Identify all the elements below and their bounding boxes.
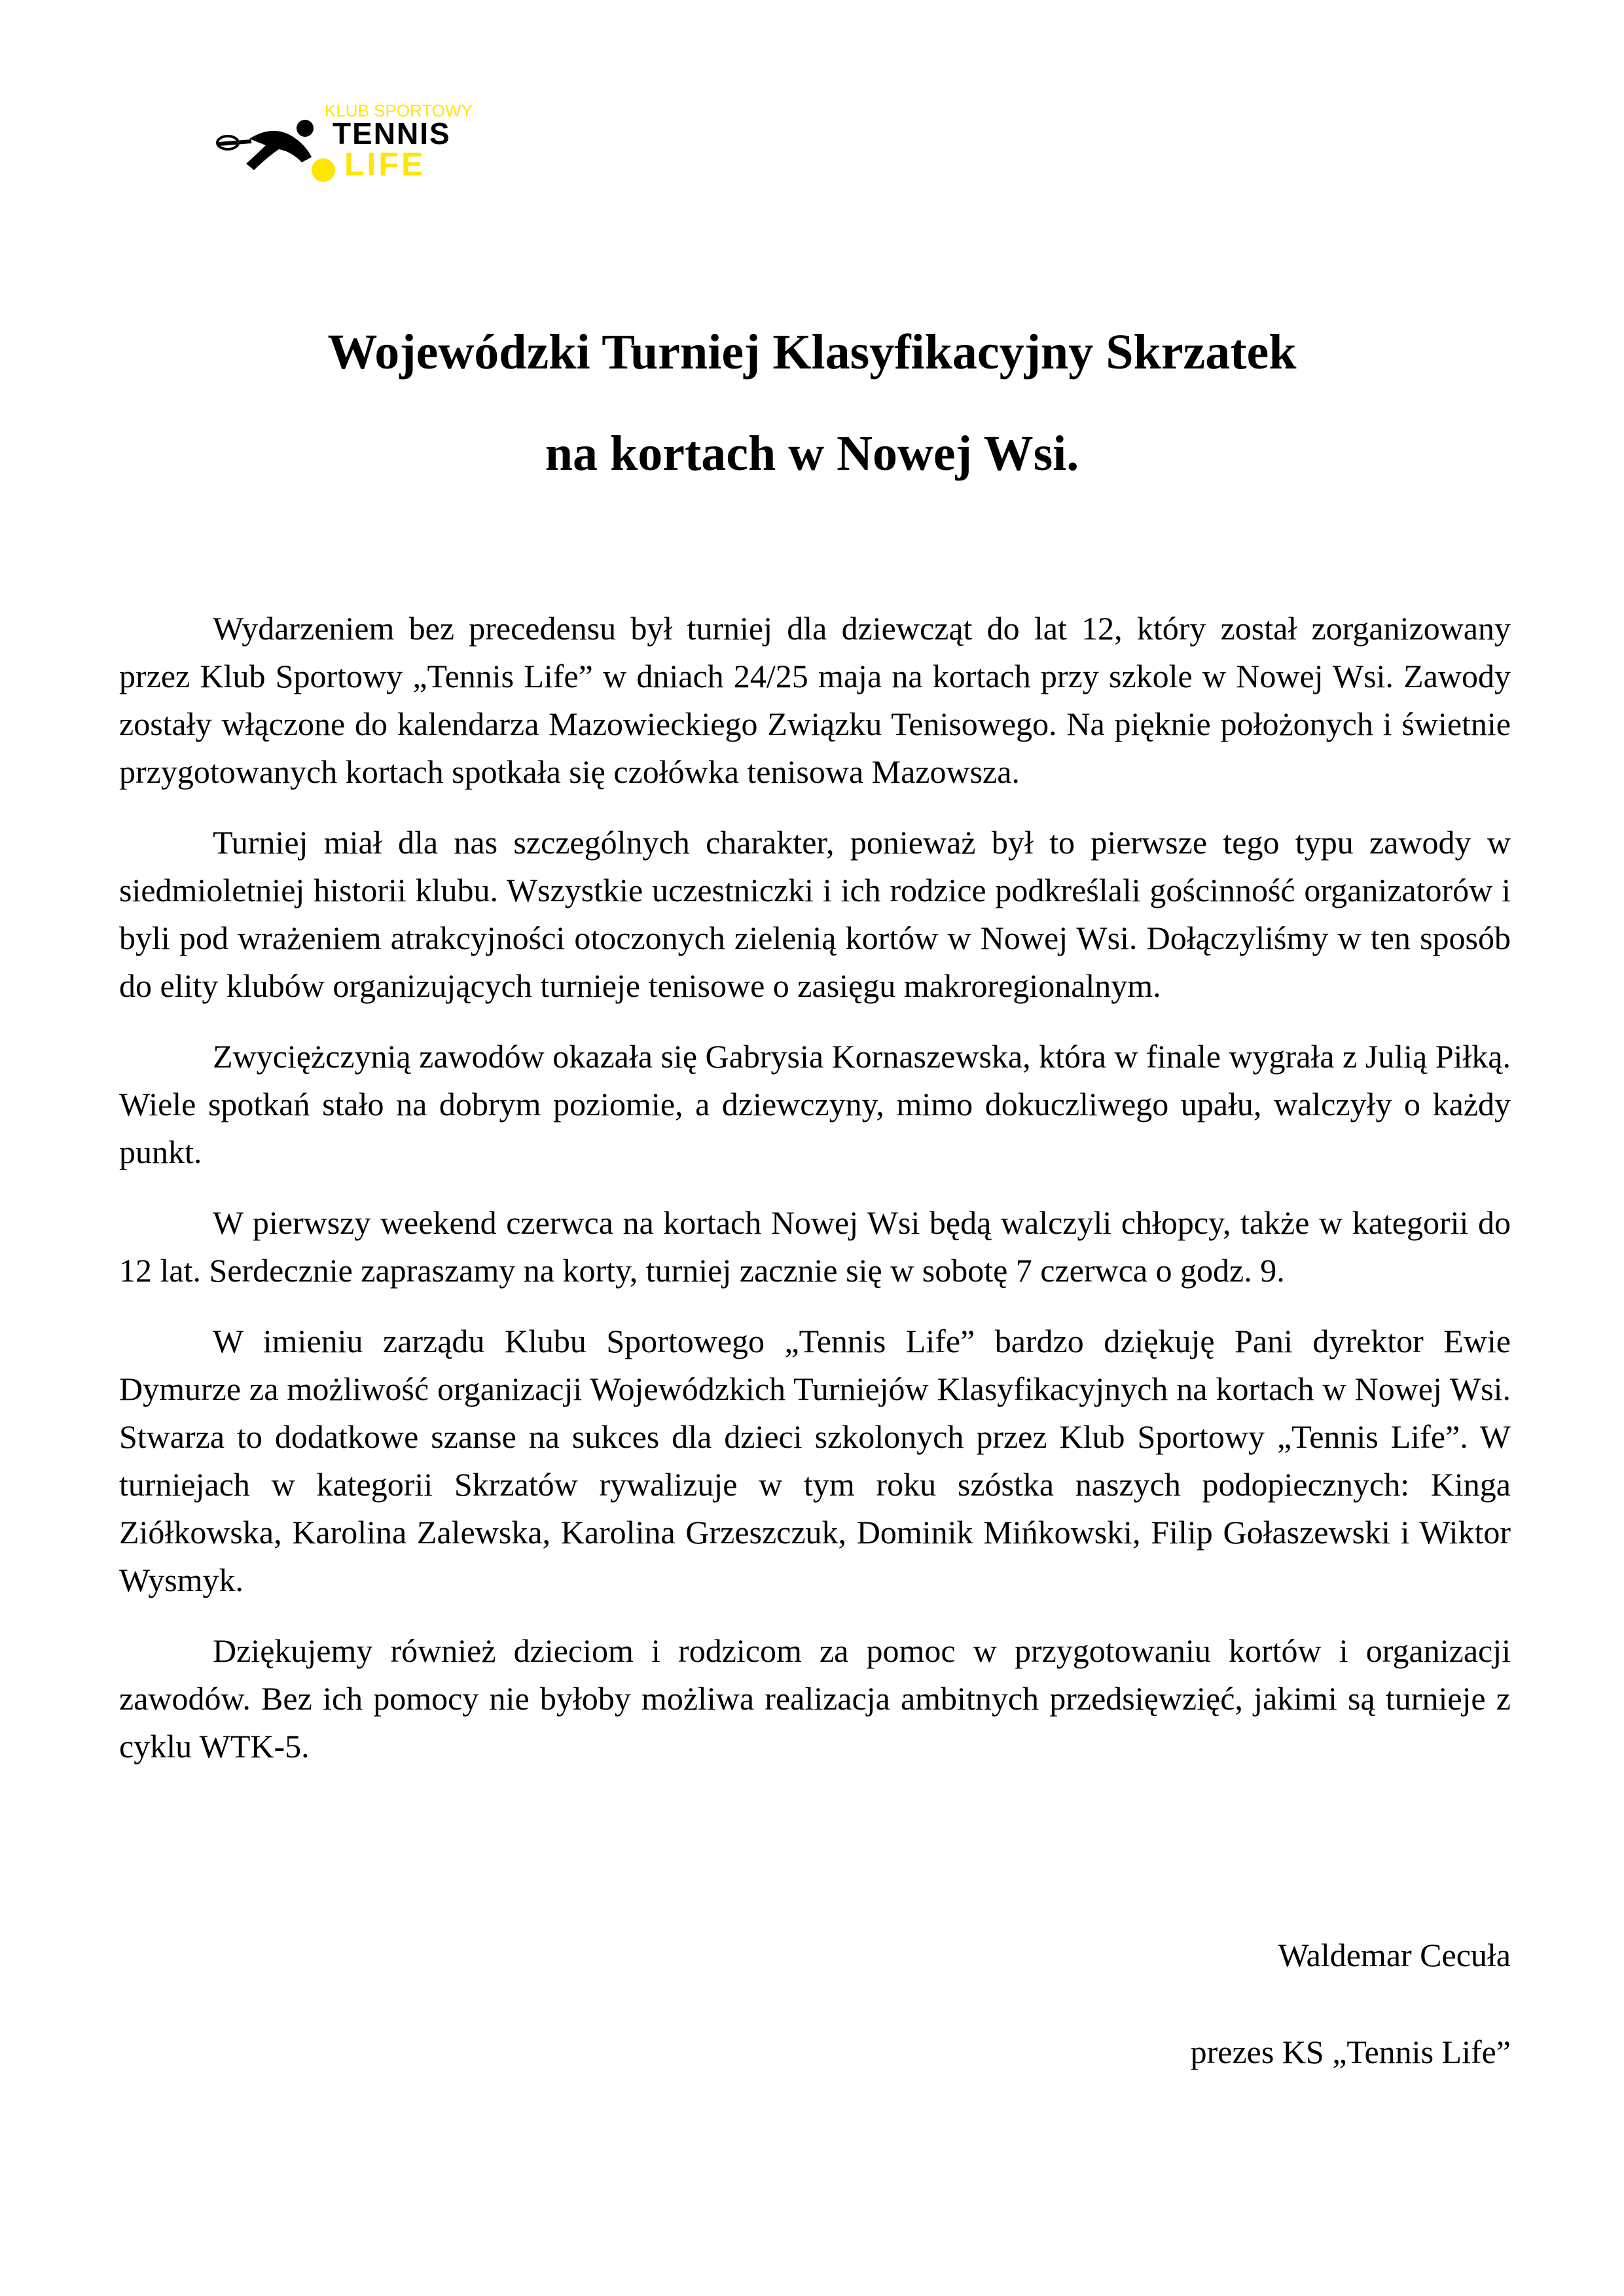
logo-word-tennis: TENNIS bbox=[333, 117, 451, 151]
article-body bbox=[119, 605, 1511, 1793]
logo-small-text: KLUB SPORTOWY bbox=[325, 101, 473, 120]
player-head-icon bbox=[297, 120, 314, 137]
paragraph: W pierwszy weekend czerwca na kortach Nowej Wsi będą walczyli chłopcy, także w kategorii do 12 lat. Serdecznie zapraszamy na korty, turniej zacznie się w sobotę 7 czerwca o godz. 9. bbox=[119, 1204, 1511, 1289]
paragraph: Dziękujemy również dzieciom i rodzicom za pomoc w przygotowaniu kortów i organizacji zawodów. Bez ich pomocy nie byłoby możliwa realizacja ambitnych przedsięwzięć, jakimi są turnieje z cyklu WTK-5. bbox=[119, 1632, 1511, 1765]
page-subtitle: na kortach w Nowej Wsi. bbox=[545, 426, 1079, 481]
paragraph: W imieniu zarządu Klubu Sportowego „Tennis Life” bardzo dziękuję Pani dyrektor Ewie Dymurze za możliwość organizacji Wojewódzkich Turniejów Klasyfikacyjnych na kortach w Nowej Wsi. Stwarza to dodatkowe szanse na sukces dla dzieci szkolonych przez Klub Sportowy „Tennis Life”. W turniejach w kategorii Skrzatów rywalizuje w tym roku szóstka naszych podopiecznych: Kinga Ziółkowska, Karolina Zalewska, Karolina Grzeszczuk, Dominik Mińkowski, Filip Gołaszewski i Wiktor Wysmyk. bbox=[119, 1323, 1511, 1598]
club-logo bbox=[213, 98, 475, 183]
tennis-ball-icon bbox=[312, 158, 335, 182]
signature-name: Waldemar Cecuła bbox=[1278, 1937, 1511, 1973]
tennis-player-logo-icon bbox=[213, 98, 475, 183]
page-title: Wojewódzki Turniej Klasyfikacyjny Skrzatek bbox=[327, 325, 1297, 380]
paragraph: Wydarzeniem bez precedensu był turniej dla dziewcząt do lat 12, który został zorganizowany przez Klub Sportowy „Tennis Life” w dniach 24/25 maja na kortach przy szkole w Nowej Wsi. Zawody zostały włączone do kalendarza Mazowieckiego Związku Tenisowego. Na pięknie położonych i świetnie przygotowanych kortach spotkała się czołówka tenisowa Mazowsza. bbox=[119, 610, 1511, 790]
logo-word-life: LIFE bbox=[344, 146, 426, 183]
signature-role: prezes KS „Tennis Life” bbox=[1190, 2034, 1511, 2070]
paragraph: Turniej miał dla nas szczególnych charakter, ponieważ był to pierwsze tego typu zawody w siedmioletniej historii klubu. Wszystkie uczestniczki i ich rodzice podkreślali gościnność organizatorów i byli pod wrażeniem atrakcyjności otoczonych zielenią kortów w Nowej Wsi. Dołączyliśmy w ten sposób do elity klubów organizujących turnieje tenisowe o zasięgu makroregionalnym. bbox=[119, 824, 1511, 1004]
racket-handle-icon bbox=[219, 141, 251, 144]
player-silhouette-icon bbox=[246, 131, 312, 170]
paragraph: Zwyciężczynią zawodów okazała się Gabrysia Kornaszewska, która w finale wygrała z Julią Piłką. Wiele spotkań stało na dobrym poziomie, a dziewczyny, mimo dokuczliwego upału, walczyły o każdy punkt. bbox=[119, 1038, 1511, 1170]
